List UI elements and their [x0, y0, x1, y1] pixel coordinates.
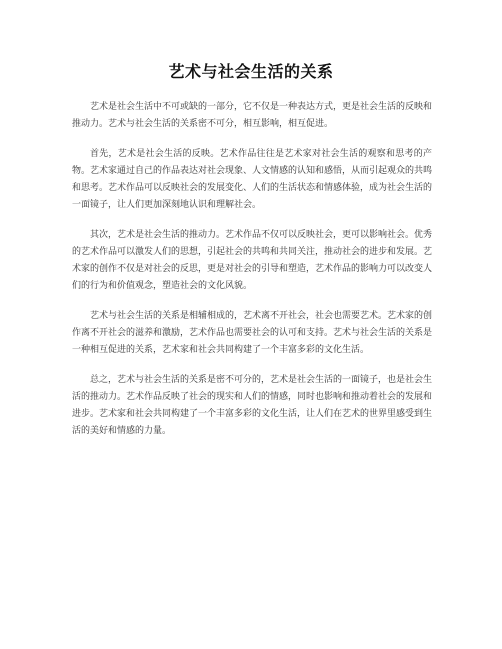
paragraph-complementary: 艺术与社会生活的关系是相辅相成的，艺术离不开社会，社会也需要艺术。艺术家的创作离不开社会的滋养和激励，艺术作品也需要社会的认可和支持。艺术与社会生活的关系是一种相互促进的关系，艺术家和社会共同构建了一个丰富多彩的文化生活。: [72, 311, 433, 355]
document-title: 艺术与社会生活的关系: [168, 62, 334, 81]
paragraph-reflection: 首先，艺术是社会生活的反映。艺术作品往往是艺术家对社会生活的观察和思考的产物。艺术家通过自己的作品表达对社会现象、人文情感的认知和感悟，从而引起观众的共鸣和思考。艺术作品可以反映社会的发展变化、人们的生活状态和情感体验，成为社会生活的一面镜子，让人们更加深刻地认识和理解社会。: [72, 149, 433, 210]
paragraph-driving-force: 其次，艺术是社会生活的推动力。艺术作品不仅可以反映社会，更可以影响社会。优秀的艺术作品可以激发人们的思想，引起社会的共鸣和共同关注，推动社会的进步和发展。艺术家的创作不仅是对社会的反思，更是对社会的引导和塑造，艺术作品的影响力可以改变人们的行为和价值观念，塑造社会的文化风貌。: [72, 230, 433, 291]
paragraph-conclusion: 总之，艺术与社会生活的关系是密不可分的，艺术是社会生活的一面镜子，也是社会生活的推动力。艺术作品反映了社会的现实和人们的情感，同时也影响和推动着社会的发展和进步。艺术家和社会共同构建了一个丰富多彩的文化生活，让人们在艺术的世界里感受到生活的美好和情感的力量。: [72, 375, 433, 436]
document-body: [72, 99, 432, 453]
paragraph-intro: 艺术是社会生活中不可或缺的一部分，它不仅是一种表达方式，更是社会生活的反映和推动力。艺术与社会生活的关系密不可分，相互影响，相互促进。: [72, 102, 433, 129]
